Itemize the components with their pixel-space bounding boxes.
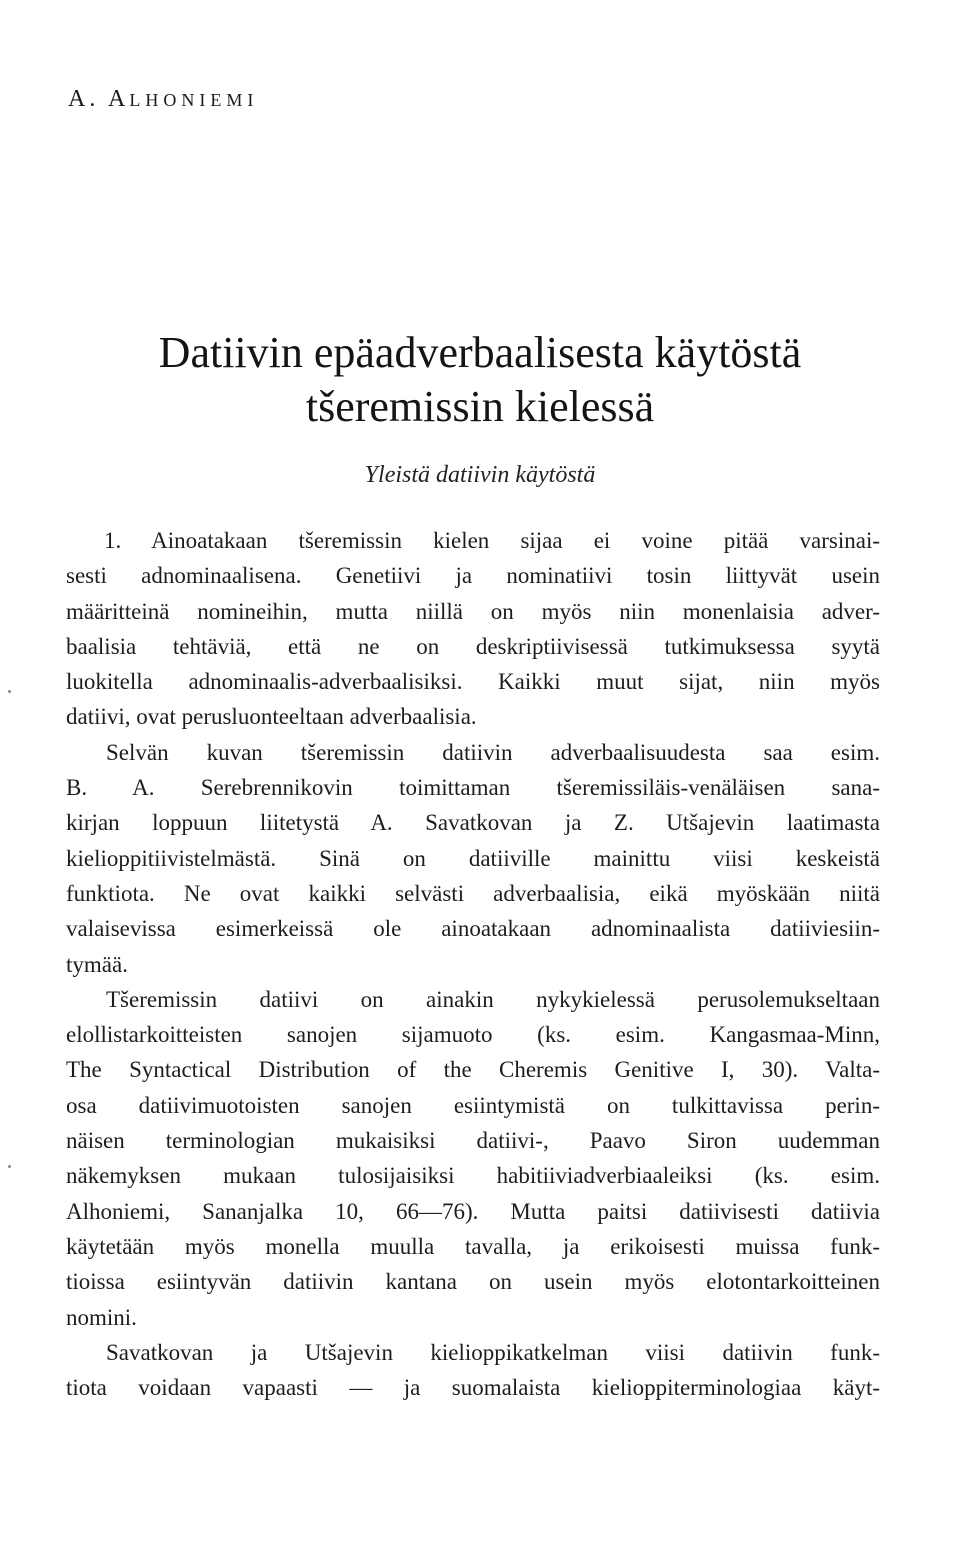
body-line: baalisia tehtäviä, että ne on deskriptiivisessä tutkimuksessa syytä: [66, 633, 880, 659]
body-line: näisen terminologian mukaisiksi datiivi-, Paavo Siron uudemman: [66, 1128, 880, 1154]
body-line: määritteinä nomineihin, mutta niillä on myös niin monenlaisia adver-: [66, 598, 880, 624]
body-line: tioissa esiintyvän datiivin kantana on usein myös elotontarkoitteinen: [66, 1269, 880, 1295]
scan-speck: [8, 690, 11, 693]
body-line: tymää.: [66, 951, 128, 977]
body-line: Tšeremissin datiivi on ainakin nykykielessä perusolemukseltaan: [106, 986, 880, 1012]
article-title-line-1: Datiivin epäadverbaalisesta käytöstä: [158, 328, 802, 377]
author-name-first: A: [108, 86, 130, 112]
article-title-line-2: tšeremissin kielessä: [305, 382, 655, 431]
body-line: tiota voidaan vapaasti — ja suomalaista kielioppiterminologiaa käyt-: [66, 1375, 880, 1401]
body-line: datiivi, ovat perusluonteeltaan adverbaalisia.: [66, 704, 477, 730]
body-line: B. A. Serebrennikovin toimittaman tšeremissiläis-venäläisen sana-: [66, 775, 880, 801]
body-line: kielioppitiivistelmästä. Sinä on datiiville mainittu viisi keskeistä: [66, 845, 880, 871]
scan-speck: [8, 1165, 11, 1168]
author-header: [68, 86, 258, 113]
body-line: The Syntactical Distribution of the Cheremis Genitive I, 30). Valta-: [66, 1057, 880, 1083]
body-line: näkemyksen mukaan tulosijaisiksi habitiiviadverbiaaleiksi (ks. esim.: [66, 1163, 880, 1189]
body-line: funktiota. Ne ovat kaikki selvästi adverbaalisia, eikä myöskään niitä: [66, 880, 880, 906]
body-line: Alhoniemi, Sananjalka 10, 66—76). Mutta paitsi datiivisesti datiivia: [66, 1198, 880, 1224]
body-line: nomini.: [66, 1304, 137, 1330]
body-line: 1. Ainoatakaan tšeremissin kielen sijaa ei voine pitää varsinai-: [104, 528, 880, 553]
body-line: Savatkovan ja Utšajevin kielioppikatkelman viisi datiivin funk-: [106, 1339, 880, 1365]
body-line: käytetään myös monella muulla tavalla, ja erikoisesti muissa funk-: [66, 1233, 880, 1259]
body-line: kirjan loppuun liitetystä A. Savatkovan ja Z. Utšajevin laatimasta: [66, 810, 880, 836]
author-initial: A.: [68, 86, 100, 112]
body-line: valaisevissa esimerkeissä ole ainoatakaan adnominaalista datiiviesiin-: [66, 916, 880, 942]
body-line: Selvän kuvan tšeremissin datiivin adverbaalisuudesta saa esim.: [106, 739, 880, 765]
author-name-rest: LHONIEMI: [129, 90, 259, 110]
section-heading: Yleistä datiivin käytöstä: [364, 462, 596, 488]
body-line: sesti adnominaalisena. Genetiivi ja nominatiivi tosin liittyvät usein: [66, 563, 880, 589]
body-line: luokitella adnominaalis-adverbaalisiksi. Kaikki muut sijat, niin myös: [66, 669, 880, 695]
body-line: elollistarkoitteisten sanojen sijamuoto (ks. esim. Kangasmaa-Minn,: [66, 1022, 880, 1048]
article-title: [0, 326, 960, 434]
body-text: [66, 523, 880, 1405]
body-line: osa datiivimuotoisten sanojen esiintymistä on tulkittavissa perin-: [66, 1092, 880, 1118]
